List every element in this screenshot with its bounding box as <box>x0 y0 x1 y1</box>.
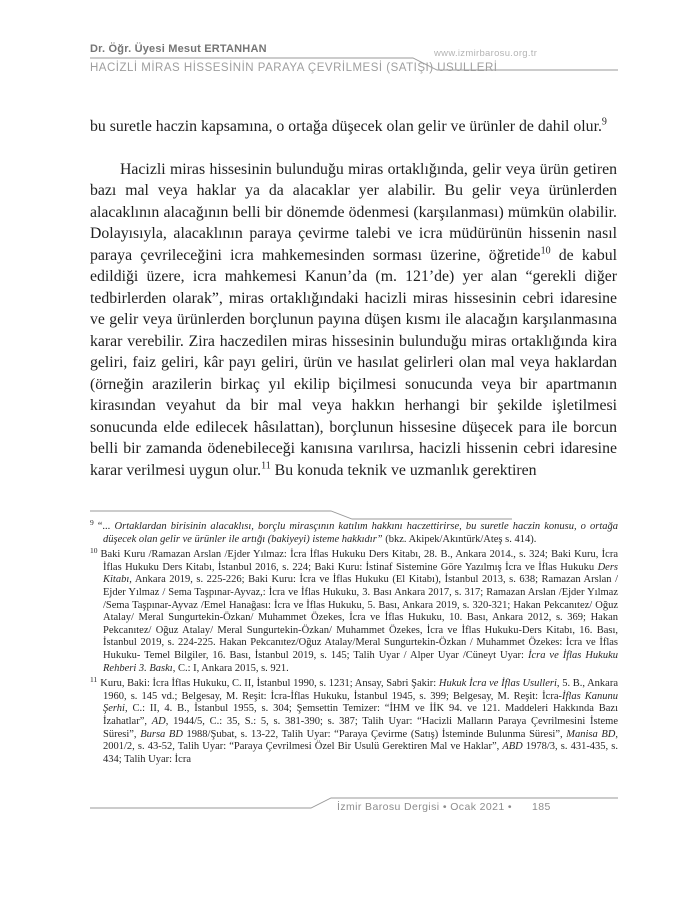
text-segment: , C.: I, Ankara 2015, s. 921. <box>172 662 289 674</box>
article-title: HACİZLİ MİRAS HİSSESİNİN PARAYA ÇEVRİLMESİ (SATIŞI) USULLERİ <box>90 62 498 74</box>
text-segment: de kabul edildiği üzere, icra mahkemesi Kanun’da (m. 121’de) yer alan “gerekli diğer tedbirlerden olarak”, miras ortaklığındaki hacizli miras hissesinin cebri idaresine ve gelir veya ürünlerden borçlunun payına düşen kısmı ile alacağın karşılanmasına karar verebilir. Zira haczedilen miras hissesinin bulunduğu miras ortaklığında kira geliri, faiz geliri, kâr payı geliri, ürün ve hasılat gelirleri olan mal veya haklardan (örneğin arazilerin birkaç yıl ekilip biçilmesi sonucunda veya bir apartmanın kirasından veyahut da bir mal veya hakkın herhangi bir şekilde işletilmesi sonucunda elde edilecek hâsılattan), borçlunun hissesine düşecek para ile borcun belli bir zamanda ödenebileceği kanısına varılırsa, hacizli hissenin cebri idaresine karar verilmesi uygun olur. <box>90 246 618 479</box>
journal-name-and-issue: İzmir Barosu Dergisi • Ocak 2021 • <box>337 801 513 813</box>
page-number: 185 <box>532 801 551 813</box>
text-segment: Baki Kuru /Ramazan Arslan /Ejder Yılmaz: İcra İflas Hukuku Ders Kitabı, 28. B., Ankara 2014., s. 324; Baki Kuru, İcra İflas Hukuku Ders Kitabı, İstanbul 2016, s. 224; Baki Kuru: İstinaf Sistemine Göre Yazılmış İcra ve İflas Hukuku <box>100 549 618 573</box>
footnotes <box>90 517 619 766</box>
paragraph <box>90 159 617 482</box>
footnote-number: 10 <box>90 545 98 555</box>
text-segment: , C.: II, 4. B., İstanbul 1955, s. 304; Şemsettin Temizer: “İHM ve İİK 94. ve 121. Maddeleri Hakkında Bazı İzahatlar”, <box>103 703 618 727</box>
text-segment: Kuru, Baki: İcra İflas Hukuku, C. II, İstanbul 1990, s. 1231; Ansay, Sabri Şakir: <box>100 678 439 690</box>
footnote-number: 9 <box>90 517 94 527</box>
text-segment: AD <box>151 715 166 727</box>
paragraph <box>90 116 617 138</box>
text-segment: Hacizli miras hissesinin bulunduğu miras ortaklığında, gelir veya ürün getiren bazı mal veya haklar ya da alacaklar yer alabilir. Bu gelir veya ürünlerden alacaklının alacağının belli bir dönemde ödenmesi (karşılanması) mümkün olabilir. Dolayısıyla, alacaklının paraya çevirme talebi ve icra müdürünün hissenin nasıl paraya çevrileceğini icra mahkemesinden sorması üzerine, öğretide <box>90 160 617 264</box>
author-name: Dr. Öğr. Üyesi Mesut ERTANHAN <box>90 43 267 55</box>
text-segment: ABD <box>502 741 523 753</box>
text-segment: , 1944/5, C.: 35, S.: 5, s. 381-390; s. 387; Talih Uyar: “Hacizli Malların Paraya Çevrilmesini İsteme Süresi”, <box>103 715 618 740</box>
footnote-reference: 9 <box>601 116 607 128</box>
text-segment: 1978/3, s. 431-435, s. 434; Talih Uyar: İcra <box>103 741 618 765</box>
text-segment: Hukuk İcra ve İflas Usulleri <box>438 678 557 690</box>
text-segment: Bu konuda teknik ve uzmanlık gerektiren <box>270 461 537 479</box>
footnote-9 <box>90 517 618 546</box>
footnote-reference: 11 <box>261 460 271 472</box>
text-segment: Ders Kitabı <box>103 561 618 586</box>
body-text <box>90 116 617 481</box>
footnote-separator-rule <box>88 504 518 522</box>
text-segment: İcra ve İflas Hukuku Rehberi 3. Baskı <box>103 649 619 674</box>
text-segment: Bursa BD <box>140 728 183 740</box>
text-segment: “... Ortaklardan birisinin alacaklısı, borçlu mirasçının katılım hakkını haczettirirse, bu suretle haczin konusu, o ortağa düşecek olan gelir ve ürünler ile artığı (bakiyeyi) isteme hakkıdır” <box>96 521 618 545</box>
text-segment: (bkz. Akipek/Akıntürk/Ateş s. 414). <box>382 533 537 545</box>
website-url: www.izmirbarosu.org.tr <box>434 48 538 59</box>
footnote-10 <box>90 545 619 675</box>
footnote-reference: 10 <box>540 245 551 257</box>
text-segment: , Ankara 2019, s. 225-226; Baki Kuru: İcra ve İflas Hukuku (El Kitabı), İstanbul 2013, s. 638; Ramazan Arslan / Ejder Yılmaz / Sema Taşpınar-Ayvaz,: İcra ve İflas Hukuku, 3. Bası Ankara 2017, s. 317; Ramazan Arslan /Ejder Yılmaz /Sema Taşpınar-Ayvaz /Emel Hanağası: İcra ve İflas Hukuku, 5. Bası, Ankara 2019, s. 320-321; Hakan Pekcanıtez/ Oğuz Atalay/ Meral Sungurtekin-Özkan/ Muhammet Özekes, İcra ve İflas Hukuku, 10. Bası, Ankara 2012, s. 369; Hakan Pekcanıtez/ Oğuz Atalay/ Meral Sungurtekin-Özkan/ Muhammet Özekes, İcra ve İflas Hukuku-Ders Kitabı, 16. Bası, İstanbul 2019, s. 224-225. Hakan Pekcanıtez/Oğuz Atalay/Meral Sungurtekin-Özkan / Muhammet Özekes: İcra ve İflas Hukuku- Temel Bilgiler, 16. Bası, İstanbul 2019, s. 145; Talih Uyar / Alper Uyar /Cüneyt Uyar: <box>103 574 618 661</box>
text-segment: , 2001/2, s. 43-52, Talih Uyar: “Paraya Çevrilmesi Özel Bir Usulü Gerektiren Mal ve Haklar”, <box>103 728 619 753</box>
footnote-11 <box>90 674 619 766</box>
footnote-number: 11 <box>90 674 98 684</box>
text-segment: Manisa BD <box>566 728 616 740</box>
text-segment: İflas Kanunu Şerhi <box>103 690 618 715</box>
text-segment: 1988/Şubat, s. 13-22, Talih Uyar: “Paraya Çevirme (Satış) İsteminde Bulunma Süresi”, <box>182 728 567 740</box>
text-segment: bu suretle haczin kapsamına, o ortağa düşecek olan gelir ve ürünler de dahil olur. <box>90 118 602 135</box>
footer <box>337 801 551 813</box>
text-segment: , 5. B., Ankara 1960, s. 145 vd.; Belgesay, M. Reşit: İcra-İflas Hukuku, İstanbul 1945, s. 399; Belgesay, M. Reşit: İcra- <box>103 678 618 702</box>
